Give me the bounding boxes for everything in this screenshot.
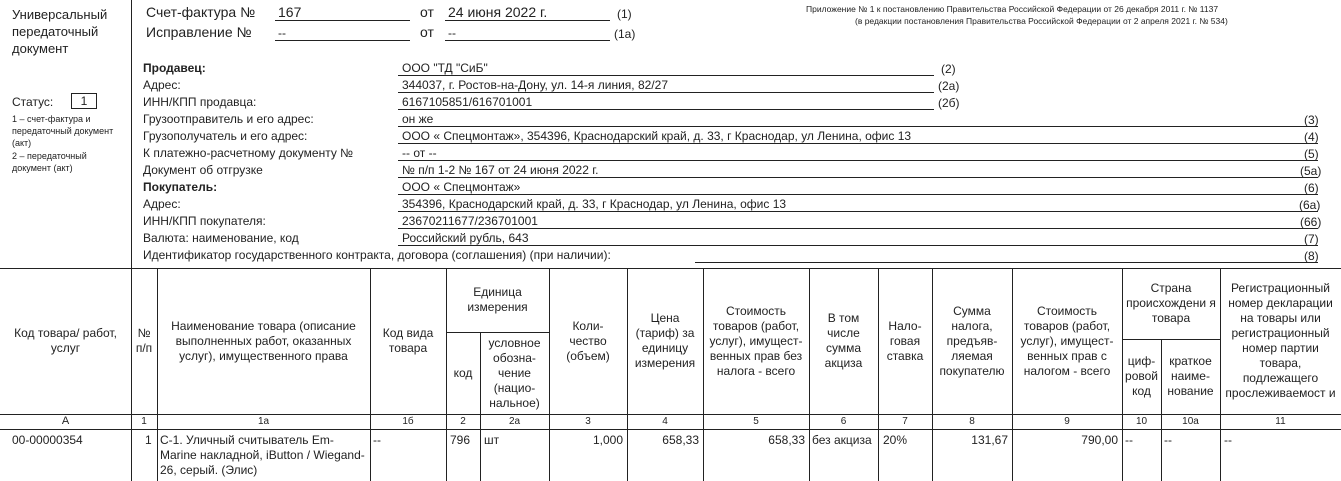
col-label: 5 [753, 416, 759, 427]
header-country: Страна происхождени я товара [1126, 281, 1216, 325]
header-excise: В том числе сумма акциза [824, 311, 863, 370]
shipper-index: (3) [1304, 113, 1319, 127]
payment-doc-value: -- от -- [402, 146, 437, 160]
col-label: 7 [902, 416, 908, 427]
consignee-index: (4) [1304, 130, 1319, 144]
currency-index: (7) [1304, 232, 1319, 246]
row-cost-without-tax: 658,33 [768, 433, 805, 447]
correction-label: Исправление № [146, 24, 252, 40]
header-tax-rate: Нало-говая ставка [886, 318, 924, 363]
col-label: 1 [141, 416, 147, 427]
buyer-label: Покупатель: [143, 180, 218, 194]
invoice-number: 167 [278, 4, 302, 20]
seller-address-index: (2а) [938, 79, 960, 93]
correction-date: -- [448, 26, 456, 40]
seller-label: Продавец: [143, 61, 206, 75]
row-tax-rate: 20% [883, 433, 908, 447]
col-label: 2а [508, 416, 521, 427]
header-registration-number: Регистрационный номер декларации на товары или регистрационный номер партии товара, подлежащего прослеживаемост и [1225, 281, 1336, 400]
row-product-name: С-1. Уличный считыватель Em-Marine накладной, iButton / Wiegand-26, серый. (Элис) [160, 433, 365, 477]
row-kind-code: -- [373, 433, 381, 447]
header-tax-sum: Сумма налога, предъяв-ляемая покупателю [939, 303, 1005, 378]
header-country-code: циф-ровой код [1125, 354, 1158, 398]
status-label: Статус: [12, 95, 54, 109]
header-cost-without-tax: Стоимость товаров (работ, услуг), имущест-венных прав без налога - всего [709, 303, 803, 378]
header-product-name: Наименование товара (описание выполненных работ, оказанных услуг), имущественного права [171, 318, 356, 363]
status-note-2: 2 – передаточный документ (акт) [12, 151, 87, 173]
invoice-label: Счет-фактура № [146, 4, 256, 20]
header-price: Цена (тариф) за единицу измерения [634, 311, 696, 370]
shipment-doc-label: Документ об отгрузке [143, 163, 263, 177]
invoice-index: (1) [617, 7, 632, 21]
seller-inn-index: (2б) [938, 96, 960, 110]
row-registration-number: -- [1224, 433, 1232, 447]
buyer-address-index: (6а) [1299, 198, 1321, 212]
header-unit-code: код [453, 365, 473, 380]
col-label: А [61, 415, 70, 427]
row-excise: без акциза [812, 433, 872, 447]
row-country-name: -- [1164, 433, 1172, 447]
contract-id-index: (8) [1304, 249, 1319, 263]
row-number: 1 [145, 433, 152, 447]
col-label: 10а [1182, 416, 1199, 427]
header-product-code: Код товара/ работ, услуг [14, 326, 117, 355]
header-unit-name: условное обозна-чение (нацио-нальное) [488, 335, 541, 410]
buyer-address-value: 354396, Краснодарский край, д. 33, г Краснодар, ул Ленина, офис 13 [402, 197, 787, 211]
document-title: Универсальный передаточный документ [12, 7, 108, 56]
appendix-line-1: Приложение № 1 к постановлению Правительства Российской Федерации от 26 декабря 2011 г. № 1137 [806, 4, 1219, 14]
correction-from-label: от [420, 24, 434, 40]
header-row-number: № п/п [135, 326, 153, 355]
buyer-inn-label: ИНН/КПП покупателя: [143, 214, 266, 228]
correction-index: (1а) [614, 27, 636, 41]
header-country-name: краткое наиме-нование [1167, 354, 1214, 398]
invoice-date: 24 июня 2022 г. [448, 4, 548, 20]
row-cost-with-tax: 790,00 [1081, 433, 1118, 447]
buyer-value: ООО « Спецмонтаж» [402, 180, 521, 194]
header-unit: Единица измерения [467, 285, 528, 314]
currency-value: Российский рубль, 643 [402, 231, 529, 245]
col-label: 3 [585, 416, 591, 427]
invoice-from-label: от [420, 4, 434, 20]
seller-address-label: Адрес: [143, 78, 181, 92]
status-note-1: 1 – счет-фактура и передаточный документ (акт) [12, 114, 114, 148]
seller-inn-label: ИНН/КПП продавца: [143, 95, 257, 109]
col-label: 9 [1064, 416, 1070, 427]
row-tax-sum: 131,67 [971, 433, 1008, 447]
buyer-inn-index: (66) [1300, 215, 1322, 229]
status-value: 1 [71, 93, 97, 109]
col-label: 6 [840, 416, 847, 427]
col-label: 2 [460, 416, 466, 427]
buyer-address-label: Адрес: [143, 197, 181, 211]
col-label: 1б [402, 416, 414, 427]
header-quantity: Коли-чество (объем) [566, 318, 610, 363]
row-unit-name: шт [484, 433, 500, 447]
col-label: 8 [969, 416, 975, 427]
correction-number: -- [278, 26, 286, 40]
seller-value: ООО "ТД "СиБ" [402, 61, 488, 75]
appendix-line-2: (в редакции постановления Правительства Российской Федерации от 2 апреля 2021 г. № 534) [855, 16, 1228, 26]
payment-doc-index: (5) [1304, 147, 1319, 161]
buyer-inn-value: 23670211677/236701001 [402, 214, 538, 228]
payment-doc-label: К платежно-расчетному документу № [143, 146, 354, 160]
shipment-doc-value: № п/п 1-2 № 167 от 24 июня 2022 г. [402, 163, 599, 177]
shipper-value: он же [402, 112, 434, 126]
shipper-label: Грузоотправитель и его адрес: [143, 112, 314, 126]
seller-inn-value: 6167105851/616701001 [402, 95, 533, 109]
col-label: 4 [662, 416, 668, 427]
row-quantity: 1,000 [592, 433, 623, 447]
col-label: 10 [1135, 416, 1148, 427]
col-label: 11 [1275, 416, 1286, 427]
row-price: 658,33 [662, 433, 699, 447]
shipment-doc-index: (5а) [1300, 164, 1322, 178]
currency-label: Валюта: наименование, код [143, 231, 299, 245]
row-unit-code: 796 [449, 433, 470, 447]
row-country-code: -- [1125, 433, 1133, 447]
consignee-label: Грузополучатель и его адрес: [143, 129, 308, 143]
row-product-code: 00-00000354 [12, 433, 83, 447]
buyer-index: (6) [1304, 181, 1319, 195]
seller-index: (2) [941, 62, 956, 76]
header-product-kind-code: Код вида товара [382, 326, 434, 355]
consignee-value: ООО « Спецмонтаж», 354396, Краснодарский край, д. 33, г Краснодар, ул Ленина, офис 13 [402, 129, 912, 143]
contract-id-label: Идентификатор государственного контракта, договора (соглашения) (при наличии): [143, 248, 611, 262]
header-cost-with-tax: Стоимость товаров (работ, услуг), имущест-венных прав с налогом - всего [1020, 303, 1114, 378]
header-divider [131, 0, 132, 268]
seller-address-value: 344037, г. Ростов-на-Дону, ул. 14-я линия, 82/27 [402, 78, 668, 92]
col-label: 1а [257, 416, 270, 427]
